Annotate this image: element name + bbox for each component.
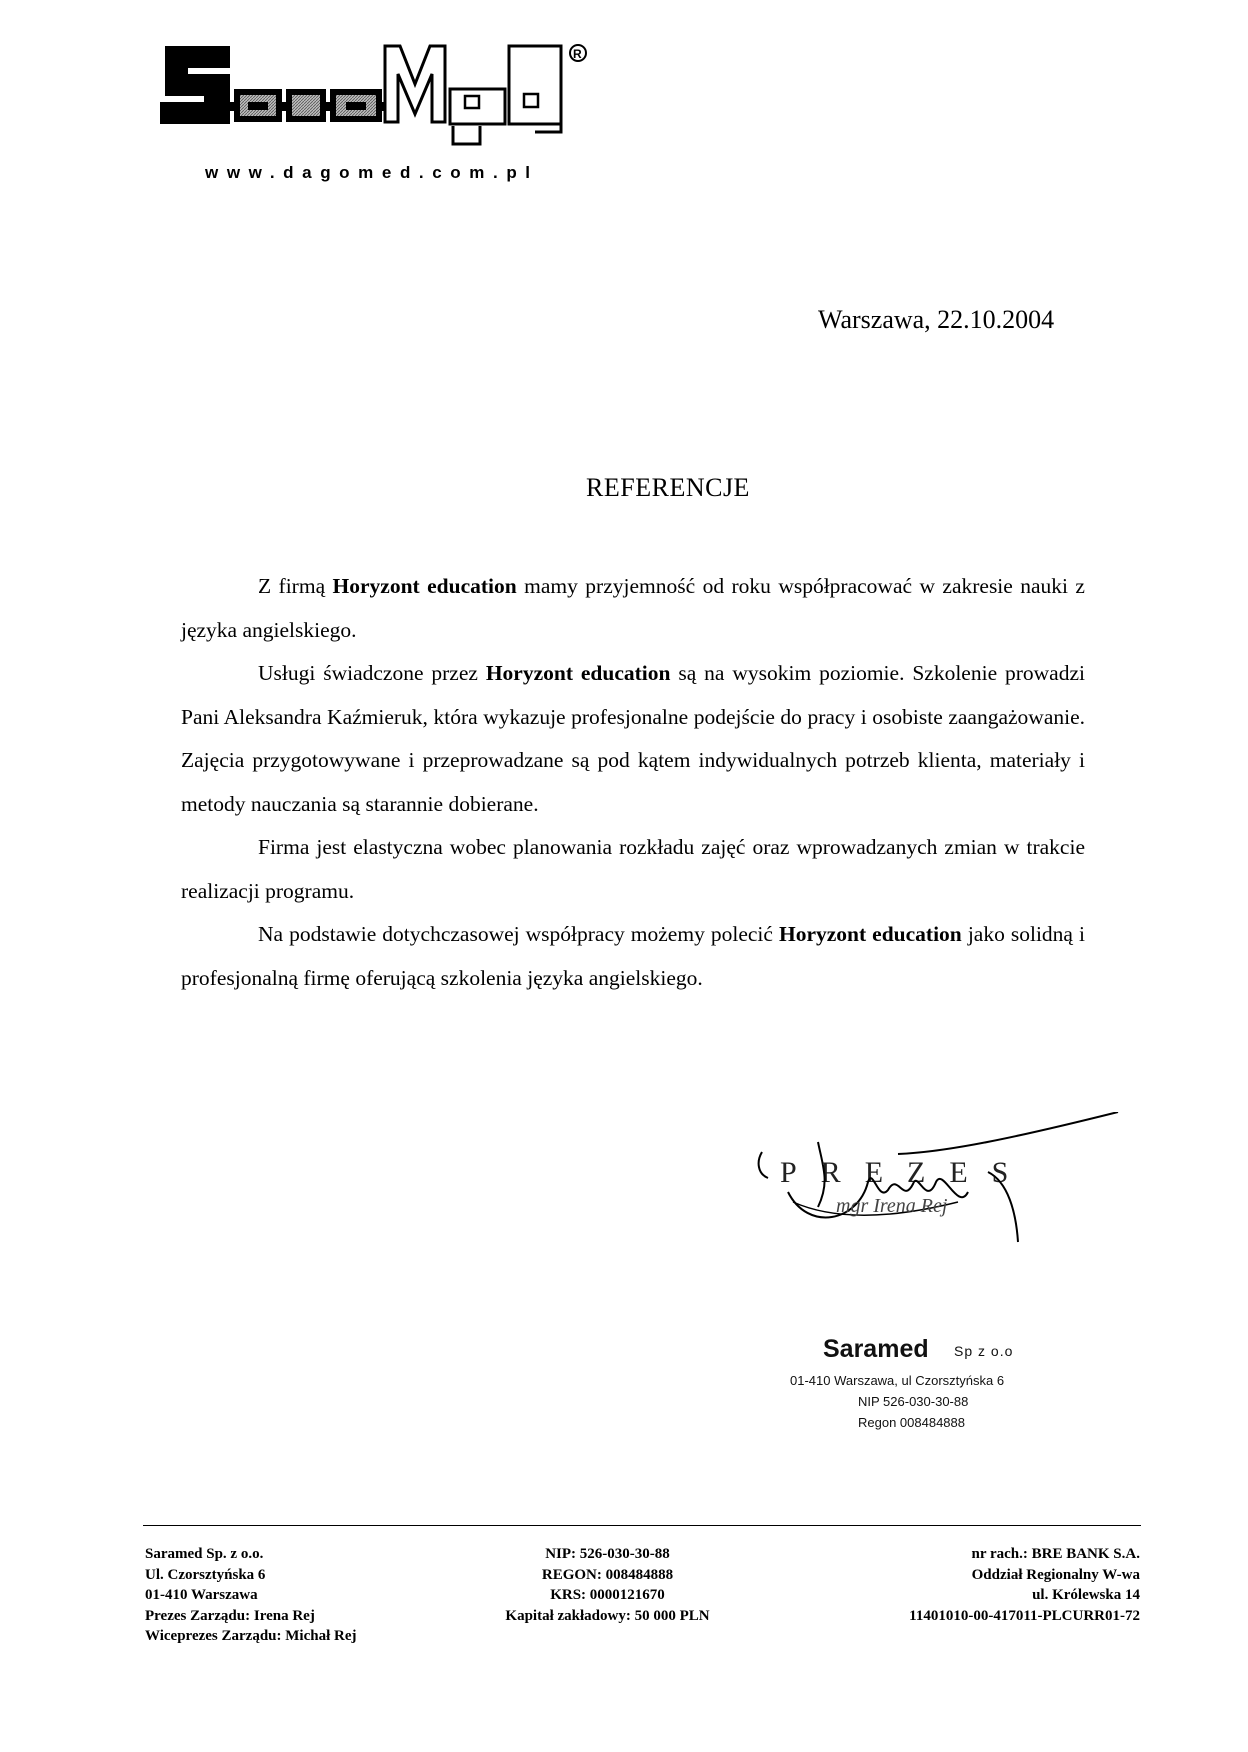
footer-line: 11401010-00-417011-PLCURR01-72 <box>909 1607 1140 1624</box>
footer-company-info <box>145 1544 356 1647</box>
letter-date: Warszawa, 22.10.2004 <box>818 305 1055 334</box>
footer-line: Kapitał zakładowy: 50 000 PLN <box>505 1607 710 1624</box>
company-name-bold: Horyzont education <box>485 661 671 685</box>
paragraph-1: Z firmą Horyzont education mamy przyjemność od roku współpracować w zakresie nauki z języka angielskiego. <box>181 574 1085 642</box>
footer-line: nr rach.: BRE BANK S.A. <box>971 1546 1140 1562</box>
footer-line: 01-410 Warszawa <box>145 1587 258 1603</box>
footer-line: Wiceprezes Zarządu: Michał Rej <box>145 1628 357 1644</box>
svg-text:R: R <box>573 47 582 61</box>
signed-name: mgr Irena Rej <box>836 1195 948 1217</box>
footer-line: Ul. Czorsztyńska 6 <box>145 1566 266 1583</box>
footer-line: Prezes Zarządu: Irena Rej <box>145 1607 315 1624</box>
company-name-bold: Horyzont education <box>778 922 962 946</box>
stamp-address: 01-410 Warszawa, ul Czorsztyńska 6 <box>790 1373 1005 1388</box>
letter-body <box>181 565 1085 1000</box>
footer-line: NIP: 526-030-30-88 <box>545 1546 670 1562</box>
president-stamp: PREZES <box>780 1156 1033 1189</box>
footer-registration-info <box>435 1544 780 1626</box>
footer-line: REGON: 008484888 <box>541 1566 674 1583</box>
company-website: www.dagomed.com.pl <box>205 163 539 182</box>
footer-line: ul. Królewska 14 <box>1032 1587 1140 1603</box>
letter-title: REFERENCJE <box>586 473 750 502</box>
footer-divider <box>143 1525 1141 1526</box>
footer-line: Saramed Sp. z o.o. <box>145 1546 264 1562</box>
company-name-bold: Horyzont education <box>332 574 517 598</box>
stamp-company-name: Saramed <box>823 1335 929 1363</box>
paragraph-3: Firma jest elastyczna wobec planowania rozkładu zajęć oraz wprowadzanych zmian w trakcie realizacji programu. <box>181 835 1085 903</box>
saramed-logo <box>160 44 600 156</box>
footer-line: Oddział Regionalny W-wa <box>971 1566 1140 1583</box>
paragraph-2: Usługi świadczone przez Horyzont education są na wysokim poziomie. Szkolenie prowadzi Pani Aleksandra Kaźmieruk, która wykazuje profesjonalne podejście do pracy i osobiste zaangażowanie. Zajęcia przygotowywane i przeprowadzane są pod kątem indywidualnych potrzeb klienta, materiały i metody nauczania są starannie dobierane. <box>181 661 1085 816</box>
paragraph-4: Na podstawie dotychczasowej współpracy możemy polecić Horyzont education jako solidną i profesjonalną firmę oferującą szkolenia języka angielskiego. <box>181 922 1085 990</box>
stamp-nip: NIP 526-030-30-88 <box>858 1394 969 1409</box>
handwritten-signature <box>748 1112 1138 1252</box>
footer-bank-info <box>909 1544 1140 1626</box>
stamp-regon: Regon 008484888 <box>858 1415 965 1430</box>
footer-line: KRS: 0000121670 <box>550 1587 665 1603</box>
stamp-company-suffix: Sp z o.o <box>954 1343 1014 1359</box>
